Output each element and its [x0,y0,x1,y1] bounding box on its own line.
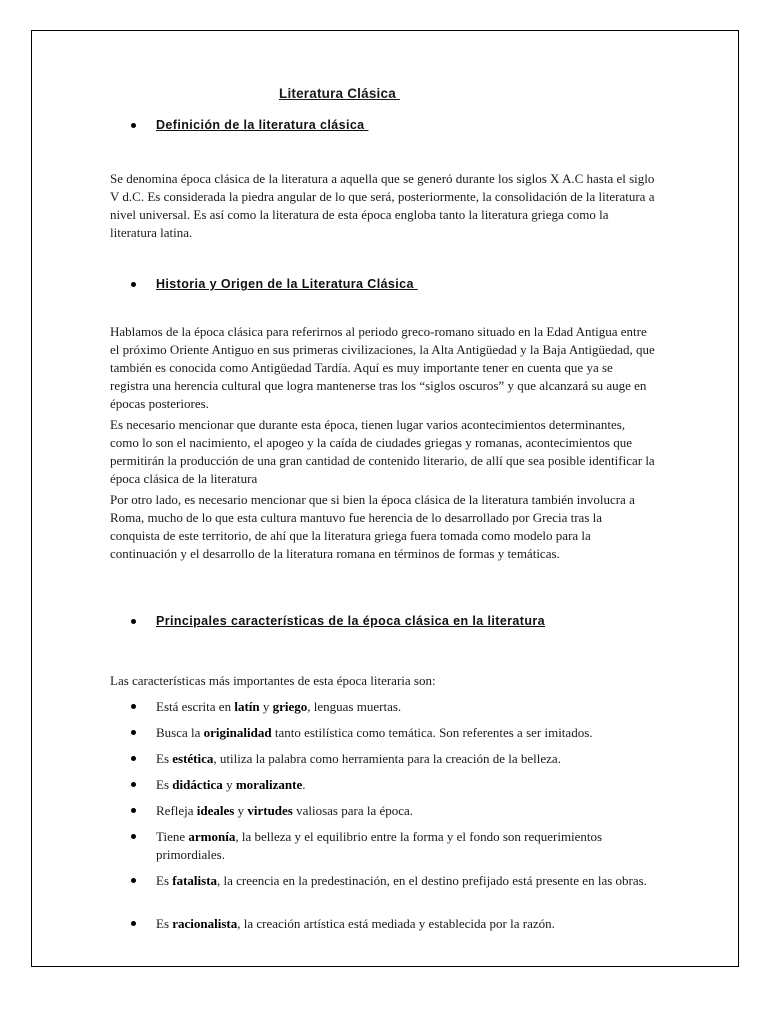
list-item: Está escrita en latín y griego, lenguas muertas. [131,698,651,716]
list-item: Tiene armonía, la belleza y el equilibrio entre la forma y el fondo son requerimientos primordiales. [131,828,651,864]
paragraph: Por otro lado, es necesario mencionar que si bien la época clásica de la literatura también involucra a Roma, mucho de lo que esta cultura mantuvo fue herencia de lo desarrollado por Grecia tras la conquista de este territorio, de ahí que la literatura griega fuera tomada como modelo para la continuación y el desarrollo de la literatura romana en términos de formas y temáticas. [110,492,635,561]
paragraph: Es necesario mencionar que durante esta época, tienen lugar varios acontecimientos determinantes, como lo son el nacimiento, el apogeo y la caída de ciudades griegas y romanas, acontecimientos que permitirán la producción de una gran cantidad de contenido literario, de allí que sea posible identificar la época clásica de la literatura [110,417,655,486]
bullet-icon [131,756,136,761]
bullet-icon [131,282,136,287]
paragraph: Se denomina época clásica de la literatura a aquella que se generó durante los siglos X A.C hasta el siglo V d.C. Es considerada la piedra angular de lo que será, posteriormente, la consolidación de la literatura a nivel universal. Es así como la literatura de esta época engloba tanto la literatura griega como la literatura latina. [110,171,655,240]
list-item: Es estética, utiliza la palabra como herramienta para la creación de la belleza. [131,750,651,768]
list-item: Refleja ideales y virtudes valiosas para la época. [131,802,651,820]
list-intro: Las características más importantes de esta época literaria son: [110,673,436,688]
bullet-icon [131,123,136,128]
bullet-icon [131,704,136,709]
section-heading-text: Principales características de la época clásica en la literatura [156,614,545,628]
list-item: Es didáctica y moralizante. [131,776,651,794]
section-heading-text: Historia y Origen de la Literatura Clásica [156,277,418,291]
bullet-icon [131,834,136,839]
paragraph: Hablamos de la época clásica para referirnos al periodo greco-romano situado en la Edad Antigua entre el próximo Oriente Antiguo en sus primeras civilizaciones, la Alta Antigüedad y la Baja Antigüedad, que también es conocida como Antigüedad Tardía. Aquí es muy importante tener en cuenta que ya se registra una herencia cultural que logra mantenerse tras los “siglos oscuros” y que alcanzará su auge en épocas posteriores. [110,324,655,411]
bullet-icon [131,730,136,735]
bullet-icon [131,921,136,926]
list-item: Es fatalista, la creencia en la predestinación, en el destino prefijado está presente en las obras. [131,872,651,890]
bullet-icon [131,878,136,883]
section-heading-text: Definición de la literatura clásica [156,118,369,132]
list-item: Busca la originalidad tanto estilística como temática. Son referentes a ser imitados. [131,724,651,742]
bullet-icon [131,782,136,787]
document-title: Literatura Clásica [279,86,400,101]
list-item: Es racionalista, la creación artística está mediada y establecida por la razón. [131,915,651,933]
bullet-icon [131,619,136,624]
bullet-icon [131,808,136,813]
